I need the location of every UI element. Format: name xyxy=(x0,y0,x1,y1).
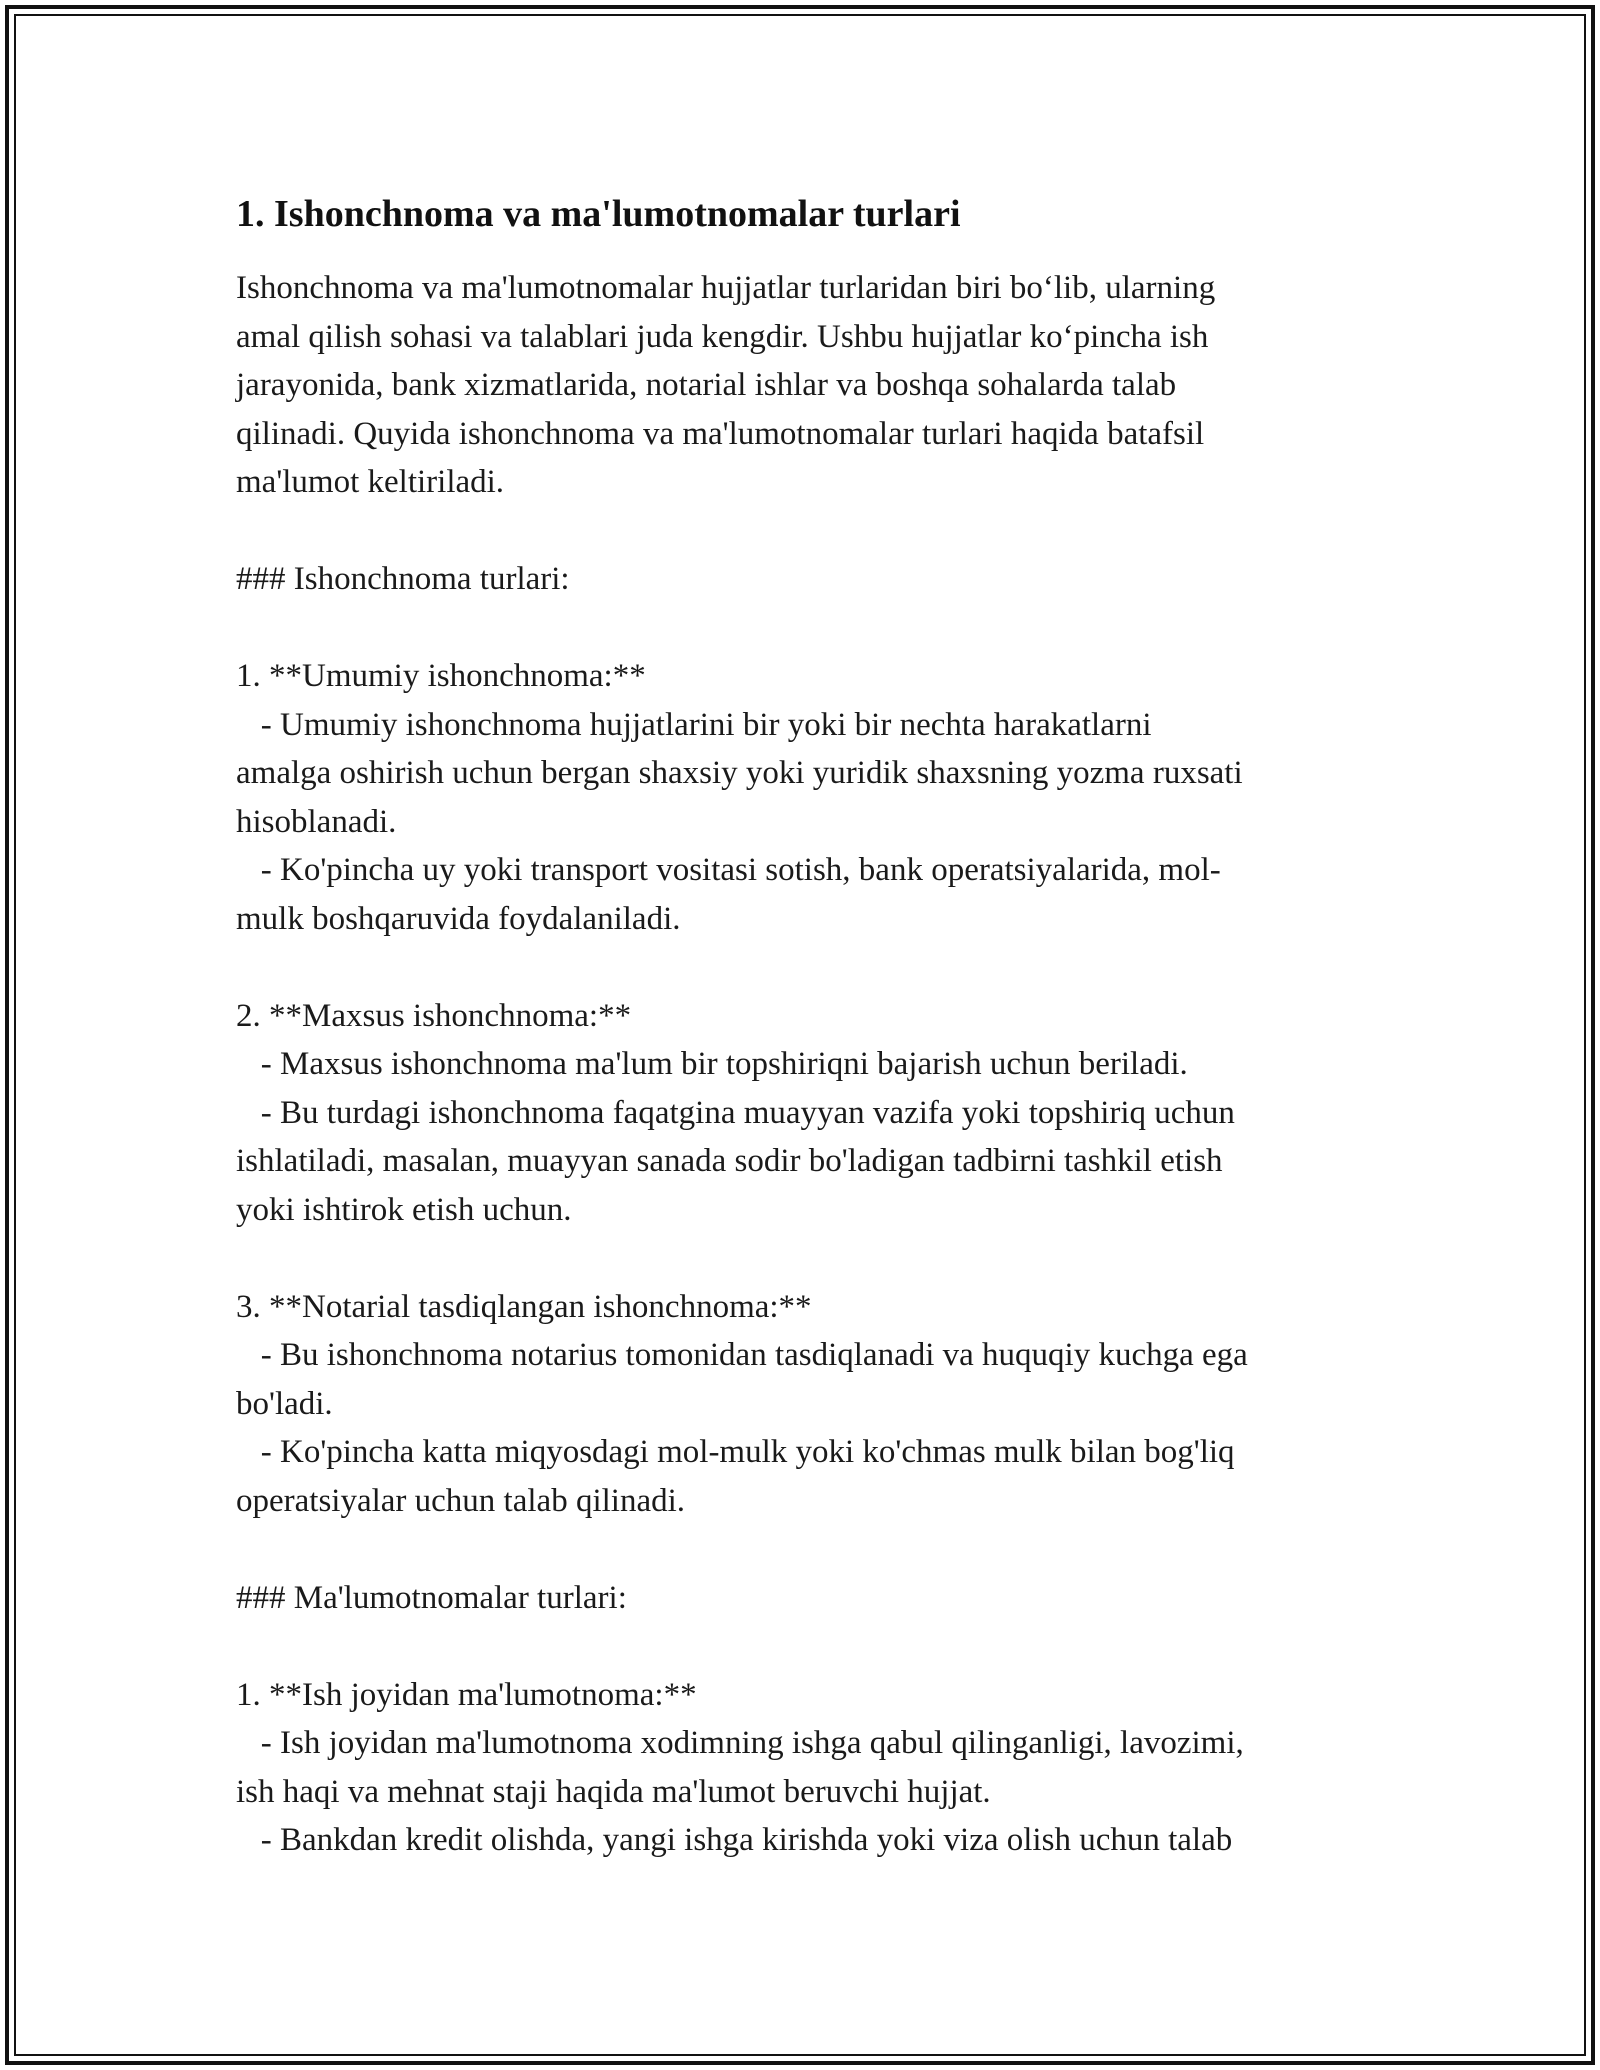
document-title: 1. Ishonchnoma va ma'lumotnomalar turlari xyxy=(236,193,961,235)
text-line: Ishonchnoma va ma'lumotnomalar hujjatlar turlaridan biri bo‘lib, ularning xyxy=(236,270,1216,306)
text-line: amal qilish sohasi va talablari juda kengdir. Ushbu hujjatlar ko‘pincha ish xyxy=(236,318,1209,355)
text-line: mulk boshqaruvida foydalaniladi. xyxy=(236,900,681,937)
text-line: ish haqi va mehnat staji haqida ma'lumot beruvchi hujjat. xyxy=(236,1773,991,1810)
text-line: - Ko'pincha uy yoki transport vositasi sotish, bank operatsiyalarida, mol- xyxy=(236,852,1221,888)
text-line: 1. **Ish joyidan ma'lumotnoma:** xyxy=(236,1676,697,1713)
text-line: 2. **Maxsus ishonchnoma:** xyxy=(236,997,632,1034)
text-line: - Ko'pincha katta miqyosdagi mol-mulk yoki ko'chmas mulk bilan bog'liq xyxy=(236,1434,1235,1470)
text-line: - Bu turdagi ishonchnoma faqatgina muayyan vazifa yoki topshiriq uchun xyxy=(236,1094,1235,1131)
text-line: ### Ishonchnoma turlari: xyxy=(236,561,570,597)
text-line: - Ish joyidan ma'lumotnoma xodimning ishga qabul qilinganligi, lavozimi, xyxy=(236,1725,1244,1761)
text-line: ### Ma'lumotnomalar turlari: xyxy=(236,1579,627,1616)
document-text xyxy=(236,264,1376,1865)
blank-line xyxy=(236,604,1376,653)
blank-line xyxy=(236,507,1376,556)
text-line: - Maxsus ishonchnoma ma'lum bir topshiriqni bajarish uchun beriladi. xyxy=(236,1046,1188,1082)
document-body xyxy=(236,186,1376,1865)
text-line: - Bu ishonchnoma notarius tomonidan tasdiqlanadi va huquqiy kuchga ega xyxy=(236,1337,1248,1373)
text-line: ma'lumot keltiriladi. xyxy=(236,464,505,500)
text-line: operatsiyalar uchun talab qilinadi. xyxy=(236,1482,686,1519)
blank-line xyxy=(236,943,1376,992)
text-line: 1. **Umumiy ishonchnoma:** xyxy=(236,658,646,694)
blank-line xyxy=(236,1234,1376,1283)
text-line: yoki ishtirok etish uchun. xyxy=(236,1191,572,1228)
text-line: ishlatiladi, masalan, muayyan sanada sodir bo'ladigan tadbirni tashkil etish xyxy=(236,1143,1223,1179)
blank-line xyxy=(236,1622,1376,1671)
text-line: - Umumiy ishonchnoma hujjatlarini bir yoki bir nechta harakatlarni xyxy=(236,706,1152,743)
blank-line xyxy=(236,1525,1376,1574)
text-line: hisoblanadi. xyxy=(236,803,397,840)
text-line: bo'ladi. xyxy=(236,1385,333,1422)
text-line: qilinadi. Quyida ishonchnoma va ma'lumotnomalar turlari haqida batafsil xyxy=(236,415,1205,452)
text-line: jarayonida, bank xizmatlarida, notarial ishlar va boshqa sohalarda talab xyxy=(236,367,1177,403)
text-line: amalga oshirish uchun bergan shaxsiy yoki yuridik shaxsning yozma ruxsati xyxy=(236,755,1243,791)
text-line: 3. **Notarial tasdiqlangan ishonchnoma:** xyxy=(236,1288,812,1325)
text-line: - Bankdan kredit olishda, yangi ishga kirishda yoki viza olish uchun talab xyxy=(236,1822,1233,1858)
